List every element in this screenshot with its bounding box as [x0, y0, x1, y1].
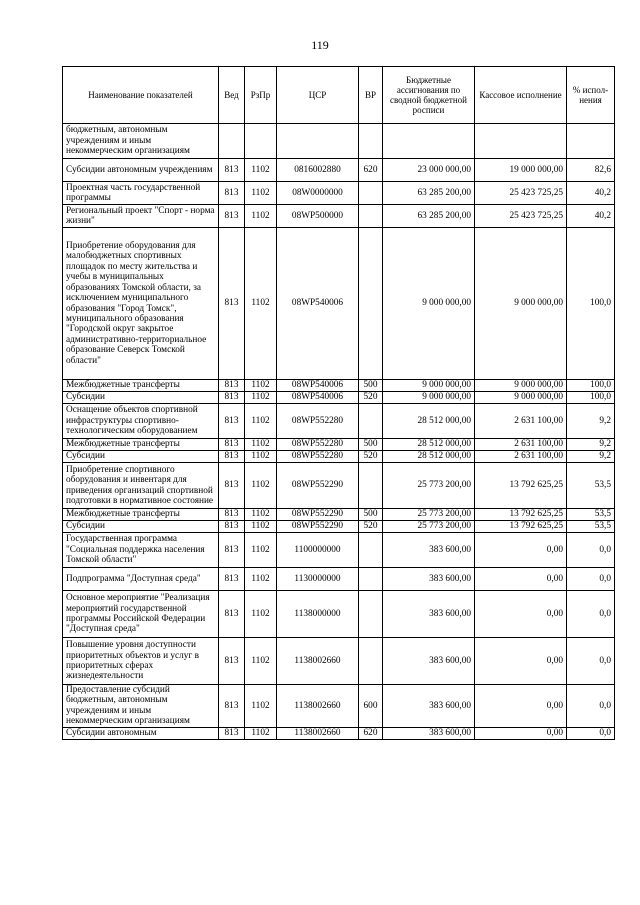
- cell-exec: 0,00: [475, 685, 567, 728]
- cell-rzpr: 1102: [245, 568, 277, 591]
- cell-csr: 08WP552280: [277, 451, 359, 463]
- cell-vr: 500: [359, 380, 383, 392]
- cell-assign: 9 000 000,00: [383, 392, 475, 404]
- cell-rzpr: 1102: [245, 380, 277, 392]
- cell-exec: 25 423 725,25: [475, 205, 567, 228]
- cell-assign: 25 773 200,00: [383, 521, 475, 533]
- cell-ved: 813: [219, 591, 245, 638]
- cell-ved: 813: [219, 533, 245, 568]
- cell-exec: 2 631 100,00: [475, 439, 567, 451]
- cell-name: Субсидии: [63, 392, 219, 404]
- cell-assign: 9 000 000,00: [383, 228, 475, 380]
- table-row: [63, 380, 615, 392]
- table-row: [63, 404, 615, 439]
- cell-pct: 40,2: [567, 205, 615, 228]
- cell-ved: 813: [219, 404, 245, 439]
- page-number: 119: [311, 38, 329, 52]
- cell-pct: 100,0: [567, 228, 615, 380]
- cell-pct: 0,0: [567, 533, 615, 568]
- cell-pct: [567, 124, 615, 159]
- cell-pct: 100,0: [567, 380, 615, 392]
- cell-pct: 9,2: [567, 451, 615, 463]
- cell-ved: 813: [219, 228, 245, 380]
- cell-csr: 1138002660: [277, 727, 359, 739]
- cell-vr: [359, 404, 383, 439]
- cell-pct: 0,0: [567, 568, 615, 591]
- cell-rzpr: [245, 124, 277, 159]
- cell-assign: 28 512 000,00: [383, 404, 475, 439]
- cell-vr: [359, 124, 383, 159]
- cell-csr: 08WP552290: [277, 521, 359, 533]
- cell-exec: 2 631 100,00: [475, 404, 567, 439]
- cell-rzpr: 1102: [245, 591, 277, 638]
- cell-rzpr: 1102: [245, 404, 277, 439]
- cell-name: бюджетным, автономным учреждениям и иным некоммерческим организациям: [63, 124, 219, 159]
- table-row: [63, 205, 615, 228]
- cell-csr: 0816002880: [277, 159, 359, 182]
- cell-csr: [277, 124, 359, 159]
- cell-name: Проектная часть государственной программы: [63, 182, 219, 205]
- cell-vr: 520: [359, 451, 383, 463]
- cell-rzpr: 1102: [245, 638, 277, 685]
- cell-exec: 9 000 000,00: [475, 380, 567, 392]
- cell-csr: 08WP552290: [277, 509, 359, 521]
- cell-assign: 383 600,00: [383, 533, 475, 568]
- cell-vr: 620: [359, 727, 383, 739]
- table-header-row: [63, 67, 615, 124]
- cell-assign: [383, 124, 475, 159]
- cell-csr: 08WP552280: [277, 439, 359, 451]
- cell-csr: 1138002660: [277, 685, 359, 728]
- cell-exec: 9 000 000,00: [475, 228, 567, 380]
- table-row: [63, 182, 615, 205]
- table-row: [63, 521, 615, 533]
- header-csr: ЦСР: [277, 67, 359, 124]
- cell-rzpr: 1102: [245, 509, 277, 521]
- cell-assign: 383 600,00: [383, 568, 475, 591]
- cell-ved: 813: [219, 451, 245, 463]
- cell-vr: [359, 638, 383, 685]
- cell-name: Региональный проект "Спорт - норма жизни": [63, 205, 219, 228]
- cell-pct: 9,2: [567, 404, 615, 439]
- table-row: [63, 727, 615, 739]
- cell-vr: [359, 228, 383, 380]
- cell-assign: 383 600,00: [383, 638, 475, 685]
- cell-assign: 9 000 000,00: [383, 380, 475, 392]
- cell-csr: 1138002660: [277, 638, 359, 685]
- cell-exec: 0,00: [475, 727, 567, 739]
- cell-assign: 63 285 200,00: [383, 182, 475, 205]
- header-assignments: Бюджетные ассигнования по сводной бюджетной росписи: [383, 67, 475, 124]
- cell-vr: 600: [359, 685, 383, 728]
- cell-pct: 0,0: [567, 685, 615, 728]
- cell-name: Межбюджетные трансферты: [63, 439, 219, 451]
- cell-name: Основное мероприятие "Реализация мероприятий государственной программы Российской Федерации "Доступная среда": [63, 591, 219, 638]
- cell-name: Субсидии: [63, 451, 219, 463]
- cell-ved: 813: [219, 509, 245, 521]
- cell-rzpr: 1102: [245, 392, 277, 404]
- cell-exec: 2 631 100,00: [475, 451, 567, 463]
- cell-exec: 0,00: [475, 533, 567, 568]
- cell-ved: 813: [219, 439, 245, 451]
- cell-name: Приобретение спортивного оборудования и инвентаря для приведения организаций спортивной подготовки в нормативное состояние: [63, 463, 219, 509]
- cell-csr: 08WP540006: [277, 392, 359, 404]
- table-row: [63, 509, 615, 521]
- cell-assign: 383 600,00: [383, 727, 475, 739]
- cell-rzpr: 1102: [245, 521, 277, 533]
- cell-name: Субсидии автономным: [63, 727, 219, 739]
- cell-rzpr: 1102: [245, 451, 277, 463]
- cell-pct: 53,5: [567, 521, 615, 533]
- cell-assign: 28 512 000,00: [383, 451, 475, 463]
- header-rzpr: РзПр: [245, 67, 277, 124]
- cell-assign: 383 600,00: [383, 685, 475, 728]
- cell-ved: 813: [219, 727, 245, 739]
- cell-csr: 1138000000: [277, 591, 359, 638]
- cell-rzpr: 1102: [245, 182, 277, 205]
- cell-rzpr: 1102: [245, 533, 277, 568]
- header-name: Наименование показателей: [63, 67, 219, 124]
- cell-exec: 9 000 000,00: [475, 392, 567, 404]
- cell-pct: 0,0: [567, 591, 615, 638]
- cell-pct: 0,0: [567, 638, 615, 685]
- header-vr: ВР: [359, 67, 383, 124]
- cell-name: Предоставление субсидий бюджетным, автономным учреждениям и иным некоммерческим организациям: [63, 685, 219, 728]
- cell-name: Субсидии: [63, 521, 219, 533]
- cell-pct: 53,5: [567, 509, 615, 521]
- cell-rzpr: 1102: [245, 685, 277, 728]
- table-row: [63, 568, 615, 591]
- cell-vr: 520: [359, 521, 383, 533]
- cell-name: Подпрограмма "Доступная среда": [63, 568, 219, 591]
- cell-ved: 813: [219, 685, 245, 728]
- cell-csr: 08WP540006: [277, 228, 359, 380]
- table-row: [63, 439, 615, 451]
- cell-ved: 813: [219, 380, 245, 392]
- cell-exec: 13 792 625,25: [475, 521, 567, 533]
- cell-exec: 13 792 625,25: [475, 509, 567, 521]
- cell-assign: 23 000 000,00: [383, 159, 475, 182]
- cell-pct: 9,2: [567, 439, 615, 451]
- cell-name: Оснащение объектов спортивной инфраструктуры спортивно-технологическим оборудованием: [63, 404, 219, 439]
- cell-exec: 13 792 625,25: [475, 463, 567, 509]
- table-row: [63, 533, 615, 568]
- header-percent: % испол-нения: [567, 67, 615, 124]
- header-ved: Вед: [219, 67, 245, 124]
- cell-rzpr: 1102: [245, 463, 277, 509]
- cell-name: Межбюджетные трансферты: [63, 509, 219, 521]
- cell-assign: 28 512 000,00: [383, 439, 475, 451]
- cell-csr: 08WP552290: [277, 463, 359, 509]
- cell-name: Межбюджетные трансферты: [63, 380, 219, 392]
- cell-ved: 813: [219, 568, 245, 591]
- cell-name: Повышение уровня доступности приоритетных объектов и услуг в приоритетных сферах жизнедеятельности: [63, 638, 219, 685]
- table-row: [63, 463, 615, 509]
- cell-name: Приобретение оборудования для малобюджетных спортивных площадок по месту жительства и учебы в муниципальных образованиях Томской области, за исключением муниципального образования "Город Томск", муниципального образования "Городской округ закрытое административно-территориальное образование Северск Томской области": [63, 228, 219, 380]
- cell-exec: 0,00: [475, 638, 567, 685]
- cell-pct: 100,0: [567, 392, 615, 404]
- cell-ved: 813: [219, 521, 245, 533]
- cell-ved: 813: [219, 159, 245, 182]
- cell-vr: [359, 205, 383, 228]
- cell-ved: [219, 124, 245, 159]
- cell-csr: 1130000000: [277, 568, 359, 591]
- cell-rzpr: 1102: [245, 228, 277, 380]
- cell-rzpr: 1102: [245, 727, 277, 739]
- cell-exec: 0,00: [475, 591, 567, 638]
- cell-csr: 08W0000000: [277, 182, 359, 205]
- cell-ved: 813: [219, 182, 245, 205]
- cell-rzpr: 1102: [245, 439, 277, 451]
- cell-pct: 82,6: [567, 159, 615, 182]
- table-row: [63, 228, 615, 380]
- cell-csr: 08WP500000: [277, 205, 359, 228]
- cell-exec: 25 423 725,25: [475, 182, 567, 205]
- cell-pct: 53,5: [567, 463, 615, 509]
- cell-name: Субсидии автономным учреждениям: [63, 159, 219, 182]
- cell-pct: 0,0: [567, 727, 615, 739]
- cell-ved: 813: [219, 638, 245, 685]
- cell-ved: 813: [219, 392, 245, 404]
- cell-exec: 0,00: [475, 568, 567, 591]
- table-row: [63, 159, 615, 182]
- cell-assign: 383 600,00: [383, 591, 475, 638]
- cell-vr: [359, 182, 383, 205]
- cell-vr: 620: [359, 159, 383, 182]
- table-row: [63, 451, 615, 463]
- cell-vr: 500: [359, 439, 383, 451]
- cell-csr: 1100000000: [277, 533, 359, 568]
- cell-name: Государственная программа "Социальная поддержка населения Томской области": [63, 533, 219, 568]
- budget-table: [62, 66, 615, 740]
- cell-rzpr: 1102: [245, 205, 277, 228]
- table-row: [63, 124, 615, 159]
- cell-vr: [359, 568, 383, 591]
- cell-assign: 63 285 200,00: [383, 205, 475, 228]
- cell-rzpr: 1102: [245, 159, 277, 182]
- cell-assign: 25 773 200,00: [383, 463, 475, 509]
- cell-ved: 813: [219, 205, 245, 228]
- cell-csr: 08WP552280: [277, 404, 359, 439]
- cell-exec: [475, 124, 567, 159]
- cell-assign: 25 773 200,00: [383, 509, 475, 521]
- cell-vr: [359, 591, 383, 638]
- cell-vr: [359, 533, 383, 568]
- cell-vr: 520: [359, 392, 383, 404]
- table-row: [63, 638, 615, 685]
- table-row: [63, 591, 615, 638]
- cell-vr: 500: [359, 509, 383, 521]
- cell-exec: 19 000 000,00: [475, 159, 567, 182]
- cell-vr: [359, 463, 383, 509]
- cell-csr: 08WP540006: [277, 380, 359, 392]
- header-execution: Кассовое исполнение: [475, 67, 567, 124]
- table-row: [63, 392, 615, 404]
- cell-ved: 813: [219, 463, 245, 509]
- table-row: [63, 685, 615, 728]
- cell-pct: 40,2: [567, 182, 615, 205]
